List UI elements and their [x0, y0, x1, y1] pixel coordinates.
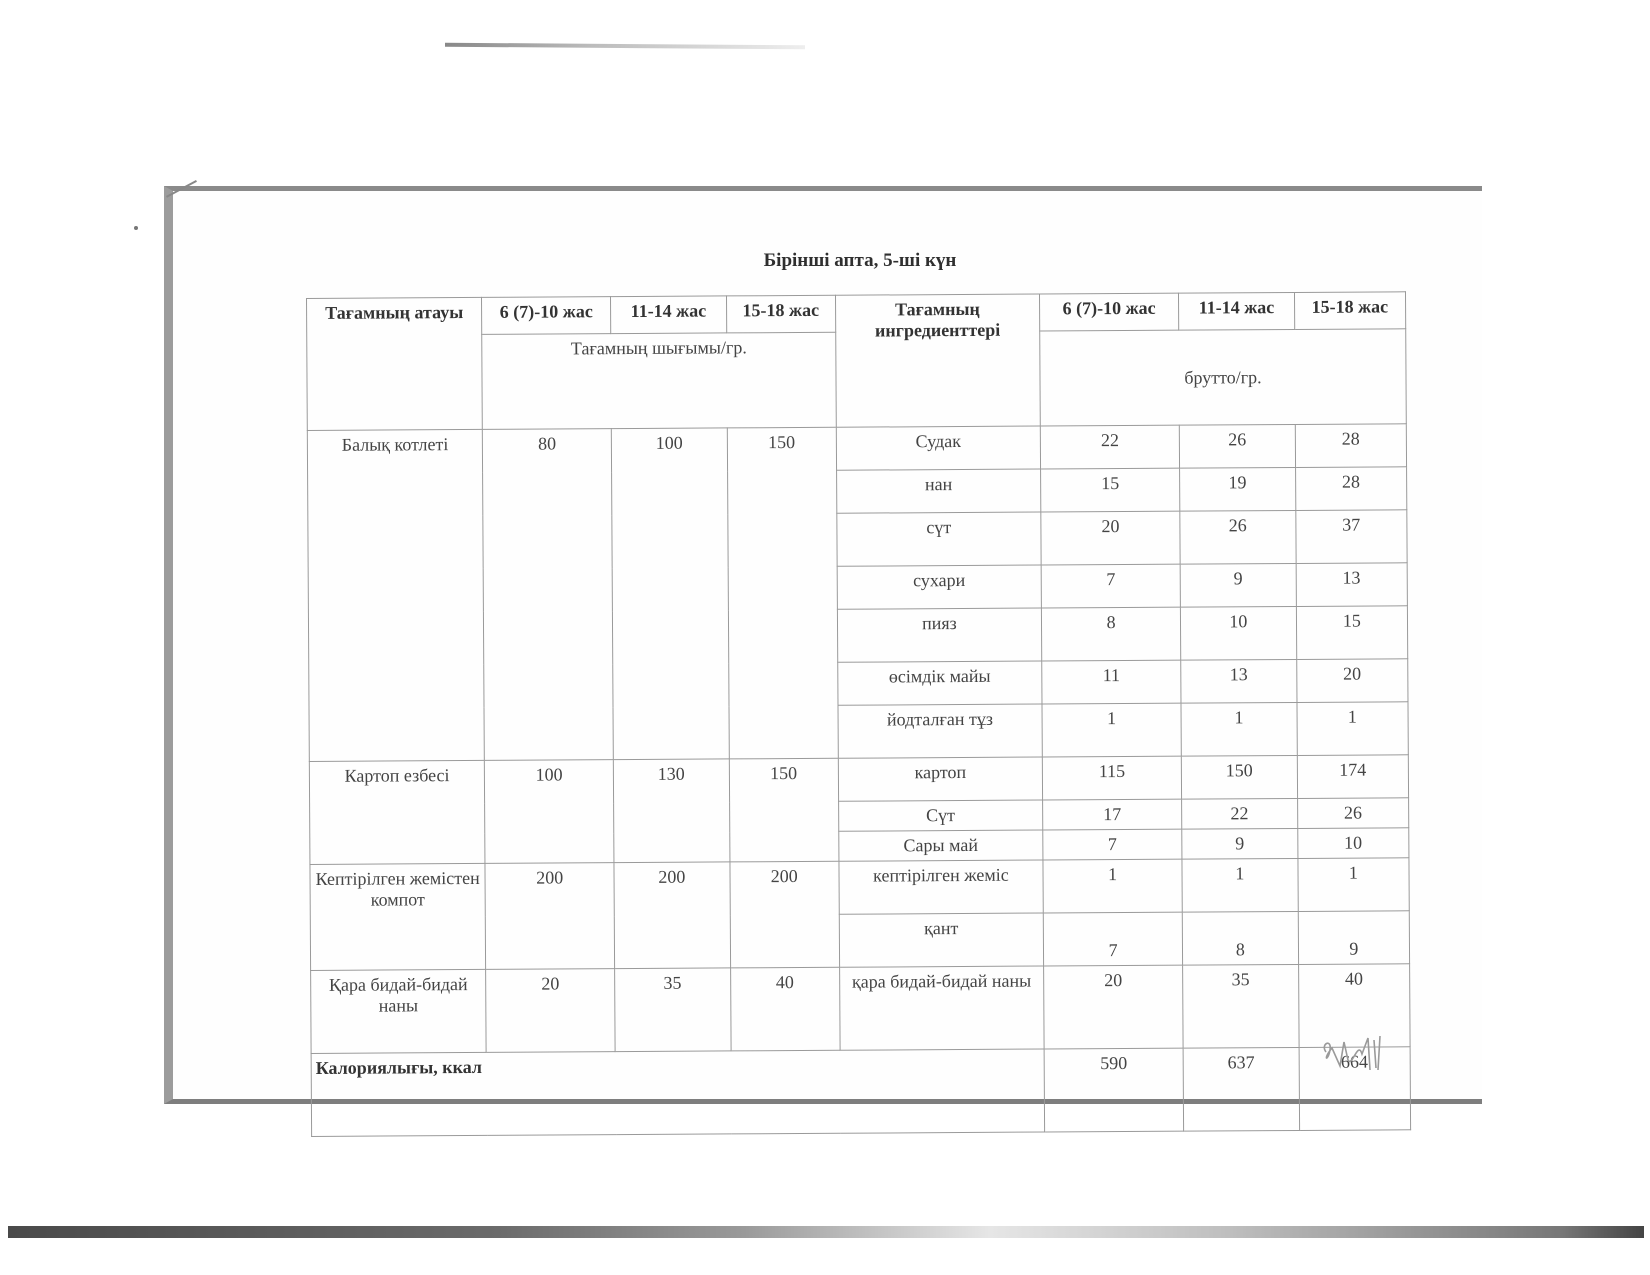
ingredient-value: 40	[1298, 964, 1410, 1048]
dish-output: 40	[730, 967, 840, 1051]
header-age-3: 15-18 жас	[726, 295, 836, 333]
ingredient-value: 26	[1180, 510, 1296, 564]
brutto-label: брутто/гр.	[1040, 329, 1407, 426]
ingredient-value: 115	[1042, 756, 1181, 800]
ingredient-name: сүт	[837, 512, 1041, 566]
ingredient-name: пияз	[837, 608, 1041, 662]
dish-name: Қара бидай-бидай наны	[311, 969, 487, 1053]
ingredient-value: 20	[1044, 965, 1184, 1049]
ingredient-value: 10	[1181, 606, 1297, 660]
calories-label: Калориялығы, ккал	[311, 1049, 1044, 1136]
ingredient-value: 28	[1295, 467, 1407, 511]
dish-output: 80	[483, 429, 614, 761]
ingredient-name: Сүт	[838, 800, 1042, 831]
scan-edge-mark	[445, 43, 805, 50]
ingredient-value: 9	[1182, 828, 1298, 859]
ingredient-value: 8	[1182, 911, 1298, 965]
ingredient-value: 20	[1041, 511, 1180, 565]
ingredient-name: нан	[836, 469, 1040, 513]
ingredient-value: 1	[1043, 859, 1182, 913]
ingredient-value: 8	[1041, 607, 1180, 661]
ingredient-value: 1	[1297, 702, 1409, 756]
table-row	[307, 424, 1406, 474]
ingredient-value: 26	[1179, 424, 1295, 468]
header-age-2: 11-14 жас	[611, 296, 727, 334]
calories-value: 664	[1299, 1047, 1411, 1131]
ingredient-value: 26	[1297, 798, 1409, 829]
ingredient-name: Сары май	[839, 830, 1043, 861]
ingredient-name: қара бидай-бидай наны	[839, 966, 1044, 1050]
dish-output: 200	[730, 861, 840, 968]
calories-row	[311, 1047, 1410, 1137]
scan-speck	[134, 226, 138, 230]
ingredient-value: 1	[1298, 858, 1410, 912]
table-row	[311, 964, 1410, 1054]
ingredient-name: йодталған тұз	[838, 704, 1042, 758]
header-age-2-brutto: 11-14 жас	[1179, 292, 1295, 330]
dish-output: 100	[611, 428, 728, 760]
dish-output: 35	[615, 968, 731, 1052]
ingredient-value: 22	[1182, 798, 1298, 829]
ingredient-value: 9	[1298, 911, 1410, 965]
dish-output: 130	[613, 759, 729, 863]
ingredient-value: 13	[1181, 659, 1297, 703]
ingredient-name: картоп	[838, 757, 1042, 801]
calories-value: 637	[1183, 1047, 1299, 1131]
calories-value: 590	[1044, 1048, 1184, 1132]
signature-icon	[1318, 1030, 1398, 1076]
ingredient-name: өсімдік майы	[838, 661, 1042, 705]
header-dish-name: Тағамның атауы	[307, 297, 483, 430]
ingredient-value: 15	[1296, 606, 1408, 660]
ingredient-value: 150	[1181, 755, 1297, 799]
header-age-1: 6 (7)-10 жас	[482, 297, 611, 335]
ingredient-value: 1	[1182, 858, 1298, 912]
scan-bottom-edge	[8, 1226, 1644, 1238]
page-title: Бірінші апта, 5-ші күн	[763, 250, 957, 271]
ingredient-value: 28	[1295, 424, 1407, 468]
table-row	[309, 755, 1408, 805]
table-row	[310, 858, 1409, 918]
ingredient-value: 1	[1181, 702, 1297, 756]
dish-name: Картоп езбесі	[309, 760, 485, 864]
ingredient-value: 17	[1043, 799, 1182, 830]
header-age-1-brutto: 6 (7)-10 жас	[1039, 293, 1178, 331]
ingredient-value: 10	[1297, 828, 1409, 859]
dish-name: Кептірілген жемістен компот	[310, 863, 486, 970]
header-ingredients: Тағамның ингредиенттері	[835, 294, 1040, 427]
ingredient-name: қант	[839, 913, 1043, 967]
dish-output: 200	[614, 862, 730, 969]
dish-output: 150	[727, 427, 838, 759]
dish-output: 20	[486, 969, 615, 1053]
menu-table	[306, 291, 1411, 1137]
ingredient-value: 15	[1041, 468, 1180, 512]
ingredient-value: 7	[1043, 912, 1182, 966]
ingredient-name: сухари	[837, 565, 1041, 609]
ingredient-value: 9	[1180, 563, 1296, 607]
dish-output: 200	[485, 863, 615, 970]
ingredient-value: 37	[1295, 510, 1407, 564]
ingredient-value: 11	[1042, 660, 1181, 704]
output-label: Тағамның шығымы/гр.	[482, 332, 836, 429]
header-age-3-brutto: 15-18 жас	[1294, 292, 1406, 330]
ingredient-value: 22	[1040, 425, 1179, 469]
ingredient-name: Судак	[836, 426, 1040, 470]
ingredient-name: кептірілген жеміс	[839, 860, 1043, 914]
ingredient-value: 174	[1297, 755, 1409, 799]
ingredient-value: 19	[1180, 467, 1296, 511]
ingredient-value: 1	[1042, 703, 1181, 757]
ingredient-value: 13	[1296, 563, 1408, 607]
ingredient-value: 7	[1043, 829, 1182, 860]
ingredient-value: 7	[1041, 564, 1180, 608]
dish-name: Балық котлеті	[307, 429, 484, 761]
ingredient-value: 35	[1183, 964, 1299, 1048]
dish-output: 100	[485, 760, 614, 864]
ingredient-value: 20	[1296, 659, 1408, 703]
dish-output: 150	[729, 758, 839, 862]
